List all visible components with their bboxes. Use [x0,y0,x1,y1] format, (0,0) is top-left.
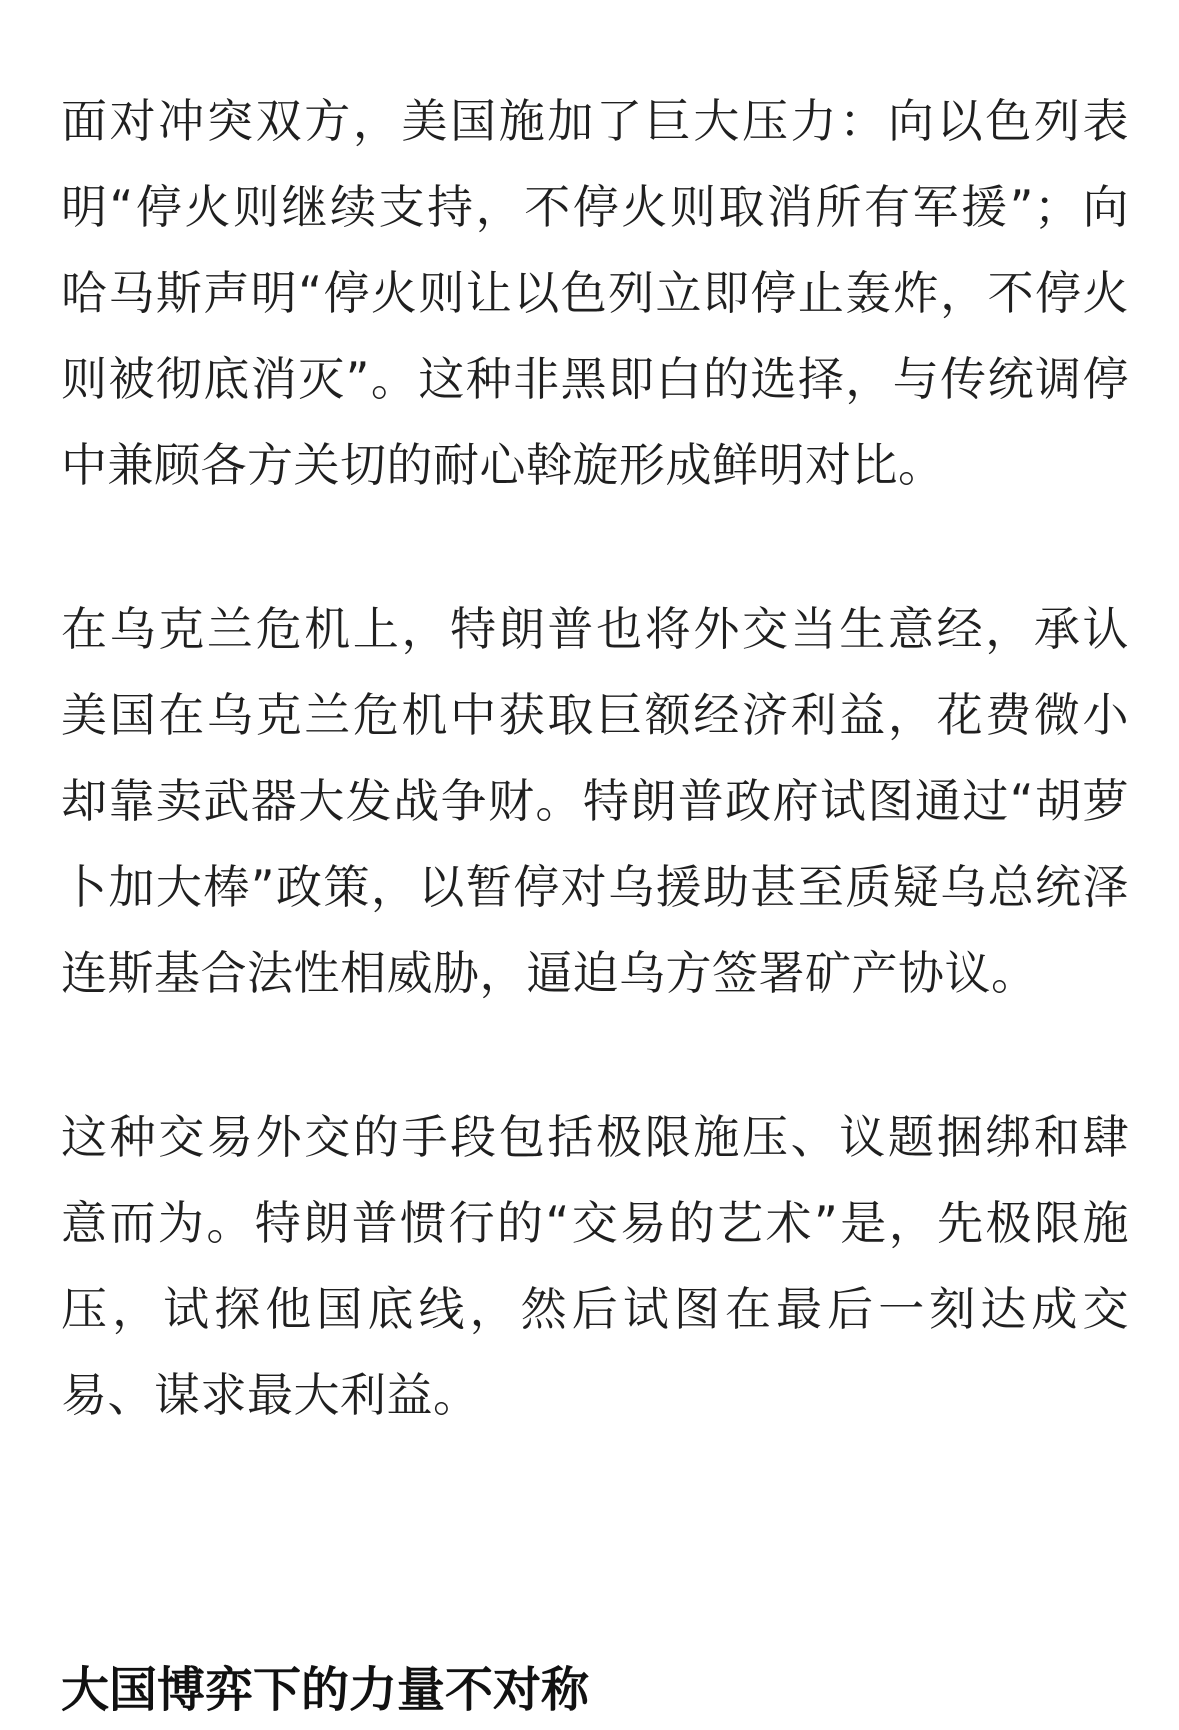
section-heading: 大国博弈下的力量不对称 [61,1662,590,1718]
paragraph-ceasefire-pressure: 面对冲突双方，美国施加了巨大压力：向以色列表明“停火则继续支持，不停火则取消所有军援”；向哈马斯声明“停火则让以色列立即停止轰炸，不停火则被彻底消灭”。这种非黑即白的选择，与传统调停中兼顾各方关切的耐心斡旋形成鲜明对比。 [61,94,1129,492]
paragraph-transactional-diplomacy: 这种交易外交的手段包括极限施压、议题捆绑和肆意而为。特朗普惯行的“交易的艺术”是，先极限施压，试探他国底线，然后试图在最后一刻达成交易、谋求最大利益。 [61,1110,1129,1422]
article-body [61,78,1129,1438]
paragraph-ukraine-crisis: 在乌克兰危机上，特朗普也将外交当生意经，承认美国在乌克兰危机中获取巨额经济利益，花费微小却靠卖武器大发战争财。特朗普政府试图通过“胡萝卜加大棒”政策，以暂停对乌援助甚至质疑乌总统泽连斯基合法性相威胁，逼迫乌方签署矿产协议。 [61,602,1129,1000]
